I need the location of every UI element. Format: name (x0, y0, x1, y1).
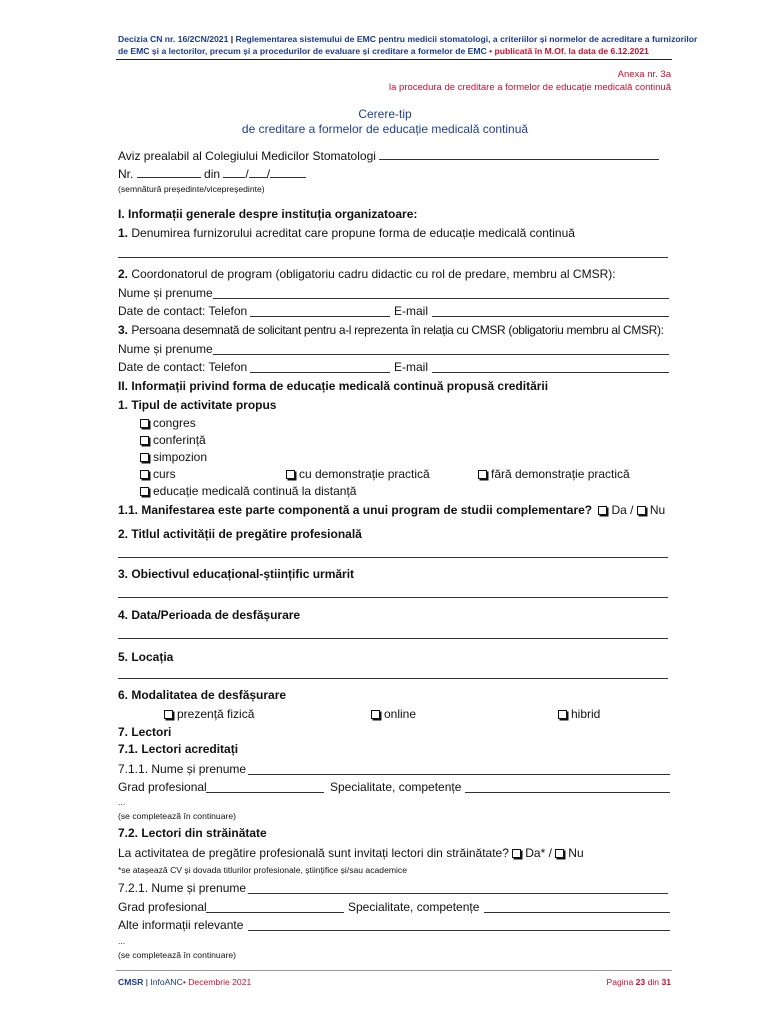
footer-left (118, 977, 251, 987)
header-title-part-1: Reglementarea sistemului de EMC pentru medicii stomatologi, a criteriilor și normelor de acreditare a furnizorilor (235, 34, 698, 44)
representative-phone-label: Date de contact: Telefon (118, 360, 248, 374)
nu-label: Nu (568, 846, 584, 860)
q3-representative (118, 323, 664, 337)
page-total: 31 (661, 977, 671, 987)
q2-coordinator (118, 267, 616, 281)
lecturer-grade-label: Grad profesional (118, 780, 207, 794)
coordinator-name-field[interactable] (213, 298, 669, 299)
option-label: prezență fizică (177, 707, 255, 721)
representative-email-field[interactable] (432, 372, 669, 373)
option-label: hibrid (571, 707, 601, 721)
modality-online-option[interactable] (371, 707, 416, 721)
q1-text: Denumirea furnizorului acreditat care propune forma de educație medicală continuă (131, 226, 575, 240)
din-label: din (204, 167, 221, 181)
checkbox-icon[interactable] (140, 470, 149, 479)
objective-label: 3. Obiectivul educațional-științific urmărit (118, 567, 355, 581)
checkbox-icon[interactable] (286, 470, 295, 479)
other-info-field[interactable] (248, 930, 670, 931)
header-title-part-2: de EMC și a lectorilor, precum și a procedurilor de evaluare și creditare a formelor de EMC (118, 46, 487, 56)
checkbox-icon[interactable] (140, 436, 149, 445)
option-label: online (384, 707, 417, 721)
annex-number: Anexa nr. 3a (617, 69, 671, 80)
option-label: cu demonstrație practică (299, 467, 430, 481)
aviz-nr-row (118, 166, 306, 181)
annex-subtitle: la procedura de creditare a formelor de educație medicală continuă (389, 82, 671, 93)
complementary-question: 1.1. Manifestarea este parte componentă a unui program de studii complementare? (118, 503, 593, 517)
footer-page (606, 977, 671, 987)
checkbox-icon[interactable] (555, 849, 564, 858)
coordinator-contact-row (118, 304, 247, 318)
type-option-conferinta[interactable] (140, 433, 206, 447)
type-option-congres[interactable] (140, 416, 196, 430)
foreign-question: La activitatea de pregătire profesională sunt invitați lectori din străinătate? (118, 846, 509, 860)
aviz-label: Aviz prealabil al Colegiului Medicilor Stomatologi (118, 149, 376, 163)
phone-label: Date de contact: Telefon (118, 304, 248, 318)
foreign-lecturer-name-label: 7.2.1. Nume și prenume (118, 881, 247, 895)
checkbox-icon[interactable] (164, 710, 173, 719)
other-info-label: Alte informații relevante (118, 918, 244, 932)
coordinator-name-row (118, 286, 213, 300)
document-title: Cerere-tip (358, 107, 412, 121)
continue-note: (se completează în continuare) (118, 950, 236, 960)
checkbox-icon[interactable] (512, 849, 521, 858)
representative-name-label: Nume și prenume (118, 342, 213, 356)
foreign-lecturers-question-row (118, 846, 584, 860)
date-year-field[interactable] (270, 166, 306, 178)
q2-text: Coordonatorul de program (obligatoriu cadru didactic cu rol de predare, membru al CMSR): (131, 267, 616, 281)
q1-number: 1. (118, 226, 129, 240)
footer-separator: | (145, 977, 148, 987)
section-1-heading: I. Informații generale despre instituția organizatoare: (118, 207, 418, 221)
type-option-label: simpozion (153, 450, 208, 464)
aviz-field[interactable] (379, 148, 659, 160)
modality-physical-option[interactable] (164, 707, 254, 721)
q3-number: 3. (118, 323, 129, 337)
foreign-lecturer-grade-field[interactable] (206, 912, 344, 913)
checkbox-icon[interactable] (140, 487, 149, 496)
period-label: 4. Data/Perioada de desfășurare (118, 608, 301, 622)
page-of-label: din (647, 977, 660, 987)
document-subtitle: de creditare a formelor de educație medicală continuă (241, 122, 529, 136)
header-rule (116, 59, 672, 60)
representative-phone-field[interactable] (250, 372, 390, 373)
representative-name-field[interactable] (213, 354, 669, 355)
curs-with-practice-option[interactable] (286, 467, 430, 481)
header-separator: | (230, 34, 234, 44)
ellipsis: ... (118, 797, 126, 807)
lecturer-specialty-label: Specialitate, competențe (330, 780, 462, 794)
lecturer-grade-field[interactable] (206, 792, 324, 793)
foreign-lecturer-specialty-label: Specialitate, competențe (348, 900, 480, 914)
date-slash: / (266, 167, 271, 181)
header-line-1 (118, 33, 697, 45)
lecturer-specialty-field[interactable] (465, 792, 670, 793)
lecturer-name-label: 7.1.1. Nume și prenume (118, 762, 247, 776)
q3-text: Persoana desemnată de solicitant pentru a-l reprezenta în relația cu CMSR (obligatoriu membru al CMSR): (131, 323, 664, 337)
option-label: educație medicală continuă la distanță (153, 484, 357, 498)
footer-org: CMSR (118, 977, 144, 987)
complementary-program-row (118, 503, 665, 517)
q2-number: 2. (118, 267, 129, 281)
footer-rule (116, 970, 672, 971)
date-month-field[interactable] (249, 166, 267, 178)
coordinator-phone-field[interactable] (250, 316, 390, 317)
type-option-curs[interactable] (140, 467, 176, 481)
date-day-field[interactable] (223, 166, 245, 178)
da-label: Da / (611, 503, 634, 517)
page-label: Pagina (606, 977, 634, 987)
location-label: 5. Locația (118, 650, 174, 664)
nu-label: Nu (649, 503, 666, 517)
curs-without-practice-option[interactable] (478, 467, 630, 481)
distance-learning-option[interactable] (140, 484, 356, 498)
modality-hybrid-option[interactable] (558, 707, 600, 721)
continue-note: (se completează în continuare) (118, 811, 236, 821)
type-option-label: conferință (153, 433, 206, 447)
location-field[interactable] (118, 678, 668, 679)
section-2-heading: II. Informații privind forma de educație medicală continuă propusă creditării (118, 379, 549, 393)
ellipsis: ... (118, 936, 126, 946)
footer-publication: InfoANC (150, 977, 183, 987)
checkbox-icon[interactable] (637, 506, 646, 515)
type-option-label: curs (153, 467, 176, 481)
foreign-lecturer-grade-label: Grad profesional (118, 900, 207, 914)
activity-title-label: 2. Titlul activității de pregătire profesională (118, 527, 362, 541)
checkbox-icon[interactable] (598, 506, 607, 515)
activity-title-field[interactable] (118, 557, 668, 558)
period-field[interactable] (118, 638, 668, 639)
email-label: E-mail (394, 304, 429, 318)
date-slash: / (245, 167, 249, 181)
decision-ref: Decizia CN nr. 16/2CN/2021 (118, 34, 229, 44)
aviz-row (118, 148, 659, 163)
option-label: fără demonstrație practică (491, 467, 630, 481)
q1-provider-name (118, 226, 575, 240)
checkbox-icon[interactable] (478, 470, 487, 479)
signature-note: (semnătură președinte/vicepreședinte) (118, 184, 265, 194)
checkbox-icon[interactable] (140, 419, 149, 428)
accredited-lecturers-label: 7.1. Lectori acreditați (118, 742, 239, 756)
lecturers-label: 7. Lectori (118, 725, 172, 739)
checkbox-icon[interactable] (558, 710, 567, 719)
page-number: 23 (635, 977, 646, 987)
objective-field[interactable] (118, 597, 668, 598)
representative-email-label: E-mail (394, 360, 429, 374)
coordinator-email-field[interactable] (432, 316, 669, 317)
cv-note: *se atașează CV și dovada titlurilor profesionale, științifice și/sau academice (118, 865, 407, 875)
footer-date: • Decembrie 2021 (182, 977, 252, 987)
publication-note: • publicată în M.Of. la data de 6.12.2021 (489, 46, 649, 56)
activity-type-label: 1. Tipul de activitate propus (118, 398, 277, 412)
checkbox-icon[interactable] (140, 453, 149, 462)
foreign-lecturers-label: 7.2. Lectori din străinătate (118, 826, 267, 840)
modality-label: 6. Modalitatea de desfășurare (118, 688, 287, 702)
nr-field[interactable] (137, 166, 201, 178)
provider-name-field[interactable] (118, 257, 668, 258)
nr-label: Nr. (118, 167, 134, 181)
checkbox-icon[interactable] (371, 710, 380, 719)
type-option-simpozion[interactable] (140, 450, 207, 464)
name-label: Nume și prenume (118, 286, 213, 300)
type-option-label: congres (153, 416, 196, 430)
foreign-lecturer-name-field[interactable] (248, 893, 668, 894)
lecturer-name-field[interactable] (248, 774, 670, 775)
foreign-lecturer-specialty-field[interactable] (484, 912, 670, 913)
header-line-2 (118, 45, 649, 57)
da-label: Da* / (525, 846, 552, 860)
